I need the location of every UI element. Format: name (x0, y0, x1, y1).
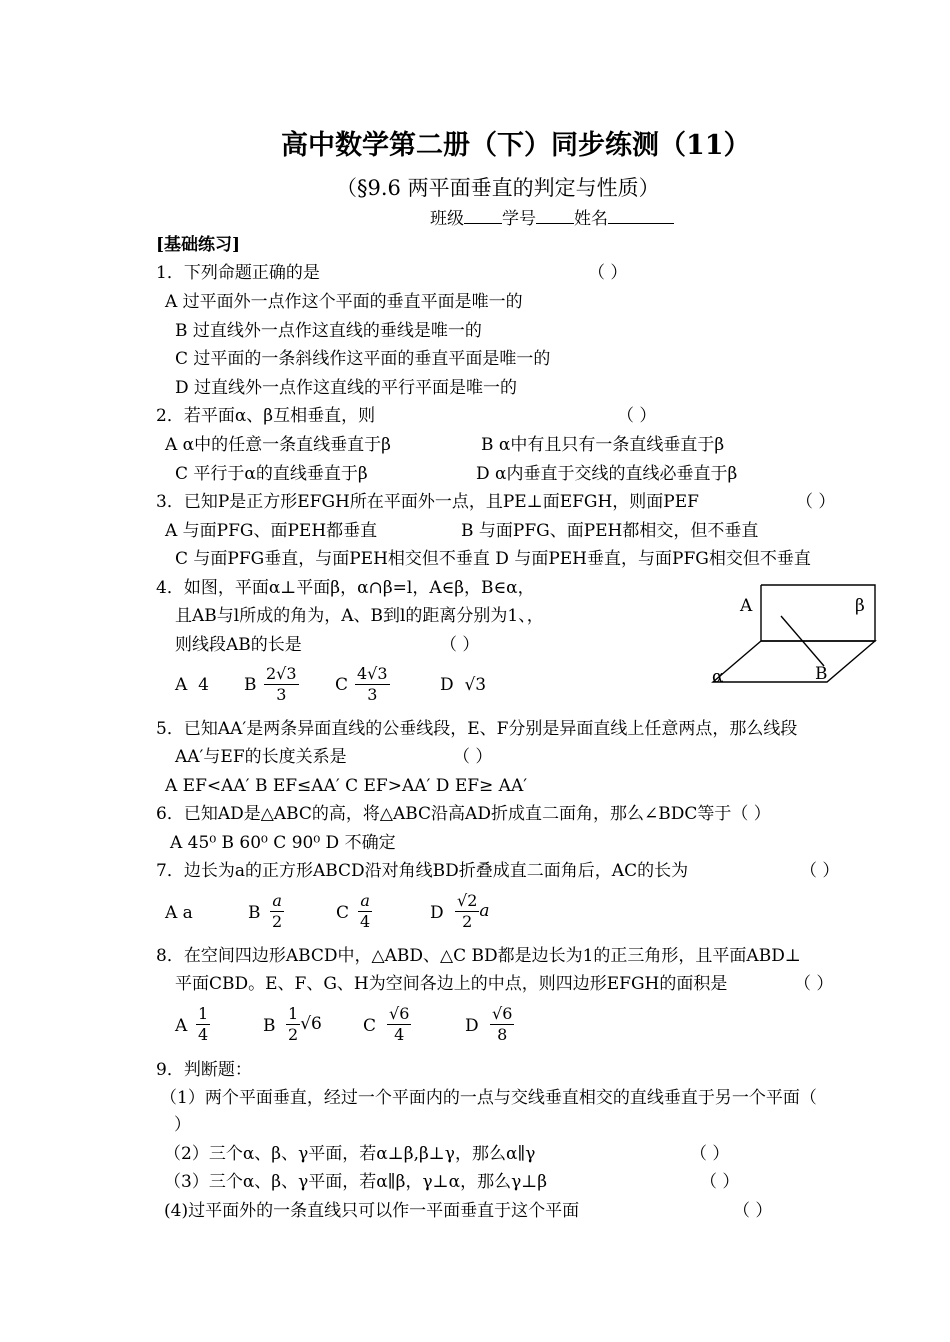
label-alpha: α (712, 667, 724, 687)
q8-option-c-fraction: $\frac{√6}{4}$ (389, 1004, 410, 1044)
label-a: A (740, 596, 753, 616)
q4-figure (700, 578, 890, 690)
q4-option-c-label: C (335, 675, 349, 695)
q2-option-d: D α内垂直于交线的直线必垂直于β (476, 464, 738, 484)
student-info (430, 207, 674, 230)
plane-alpha (713, 641, 875, 682)
q2-option-b: B α中有且只有一条直线垂直于β (481, 435, 725, 455)
q1-stem: 1．下列命题正确的是 (156, 263, 320, 283)
q4-line-1: 4．如图，平面α⊥平面β，α∩β=l，A∈β，B∈α， (156, 578, 535, 598)
q2-option-a: A α中的任意一条直线垂直于β (165, 435, 391, 455)
q4-option-c-fraction: $\frac{4√3}{3}$ (357, 664, 388, 704)
q6-options: A 45⁰ B 60⁰ C 90⁰ D 不确定 (170, 833, 396, 853)
q8-answer-paren: （ ） (794, 974, 834, 994)
q8-option-b-fraction: $\frac{1}{2}$ √6 (288, 1004, 322, 1044)
q7-option-d-fraction: $\frac{√2}{2}$ a (457, 891, 490, 931)
q4-line-3: 则线段AB的长是 (175, 635, 302, 655)
q4-line-2: 且AB与l所成的角为，A、B到l的距离分别为1、， (175, 606, 544, 626)
q7-stem: 7．边长为a的正方形ABCD沿对角线BD折叠成直二面角后，AC的长为 (156, 861, 689, 881)
q7-option-c-label: C (336, 903, 350, 923)
q1-option-a: A 过平面外一点作这个平面的垂直平面是唯一的 (165, 292, 523, 312)
q2-answer-paren: （ ） (617, 406, 657, 426)
q7-option-d-label: D (430, 903, 444, 923)
q1-answer-paren: （ ） (588, 263, 628, 283)
q1-option-c: C 过平面的一条斜线作这平面的垂直平面是唯一的 (175, 349, 551, 369)
q8-option-a-label: A (175, 1016, 188, 1036)
q2-option-c: C 平行于α的直线垂直于β (175, 464, 368, 484)
q2-stem: 2．若平面α、β互相垂直，则 (156, 406, 376, 426)
q7-option-b-fraction: $\frac{a}{2}$ (272, 891, 283, 931)
q9-statement-2: （2）三个α、β、γ平面，若α⊥β,β⊥γ，那么α∥γ (164, 1144, 536, 1164)
id-label: 学号 (502, 209, 536, 229)
q3-option-a: A 与面PFG、面PEH都垂直 (165, 521, 378, 541)
q5-options: A EF<AA′ B EF≤AA′ C EF>AA′ D EF≥ AA′ (165, 776, 528, 796)
section-heading: [基础练习] (156, 235, 241, 255)
q9-statement-1-paren: ） (174, 1115, 191, 1135)
q4-option-b-label: B (244, 675, 257, 695)
q8-line-1: 8．在空间四边形ABCD中，△ABD、△C BD都是边长为1的正三角形，且平面ABD⊥ (156, 946, 801, 966)
q3-option-b: B 与面PFG、面PEH都相交，但不垂直 (461, 521, 759, 541)
q7-option-b-label: B (248, 903, 261, 923)
q8-option-b-label: B (263, 1016, 276, 1036)
q3-option-cd: C 与面PFG垂直，与面PEH相交但不垂直 D 与面PEH垂直，与面PFG相交但不垂直 (175, 549, 811, 569)
q4-option-a: A 4 (175, 675, 209, 695)
q4-answer-paren: （ ） (440, 635, 480, 655)
name-blank[interactable] (608, 207, 674, 224)
q7-option-c-fraction: $\frac{a}{4}$ (360, 891, 371, 931)
q9-statement-4-paren: （ ） (733, 1201, 773, 1221)
q4-option-b-fraction: $\frac{2√3}{3}$ (266, 664, 297, 704)
q1-option-d: D 过直线外一点作这直线的平行平面是唯一的 (175, 378, 518, 398)
q1-option-b: B 过直线外一点作这直线的垂线是唯一的 (175, 321, 482, 341)
q8-option-d-label: D (465, 1016, 479, 1036)
q7-option-a: A a (165, 903, 193, 923)
q7-answer-paren: （ ） (800, 861, 840, 881)
class-blank[interactable] (464, 207, 502, 224)
q9-statement-2-paren: （ ） (690, 1144, 730, 1164)
q8-option-a-fraction: $\frac{1}{4}$ (198, 1004, 209, 1044)
page-title: 高中数学第二册（下）同步练测（11） (281, 130, 751, 161)
name-label: 姓名 (574, 209, 608, 229)
q9-stem: 9．判断题： (156, 1060, 252, 1080)
page-subtitle: （§9.6 两平面垂直的判定与性质） (336, 176, 660, 200)
q8-option-c-label: C (363, 1016, 377, 1036)
q9-statement-1: （1）两个平面垂直，经过一个平面内的一点与交线垂直相交的直线垂直于另一个平面（ (160, 1088, 817, 1108)
q3-stem: 3．已知P是正方形EFGH所在平面外一点，且PE⊥面EFGH，则面PEF (156, 492, 699, 512)
class-label: 班级 (430, 209, 464, 229)
id-blank[interactable] (536, 207, 574, 224)
q9-statement-3: （3）三个α、β、γ平面，若α∥β，γ⊥α，那么γ⊥β (164, 1172, 548, 1192)
q5-answer-paren: （ ） (453, 747, 493, 767)
q9-statement-4: (4)过平面外的一条直线只可以作一平面垂直于这个平面 (164, 1201, 580, 1221)
label-beta: β (855, 596, 865, 616)
label-b: B (815, 664, 828, 684)
q4-option-d: D √3 (440, 675, 487, 695)
q5-line-2: AA′与EF的长度关系是 (175, 747, 347, 767)
q3-answer-paren: （ ） (796, 492, 836, 512)
q6-stem: 6．已知AD是△ABC的高，将△ABC沿高AD折成直二面角，那么∠BDC等于（ ） (156, 804, 771, 824)
q9-statement-3-paren: （ ） (700, 1172, 740, 1192)
q8-option-d-fraction: $\frac{√6}{8}$ (492, 1004, 513, 1044)
q8-line-2: 平面CBD。E、F、G、H为空间各边上的中点，则四边形EFGH的面积是 (175, 974, 728, 994)
q5-line-1: 5．已知AA′是两条异面直线的公垂线段，E、F分别是异面直线上任意两点，那么线段 (156, 719, 798, 739)
